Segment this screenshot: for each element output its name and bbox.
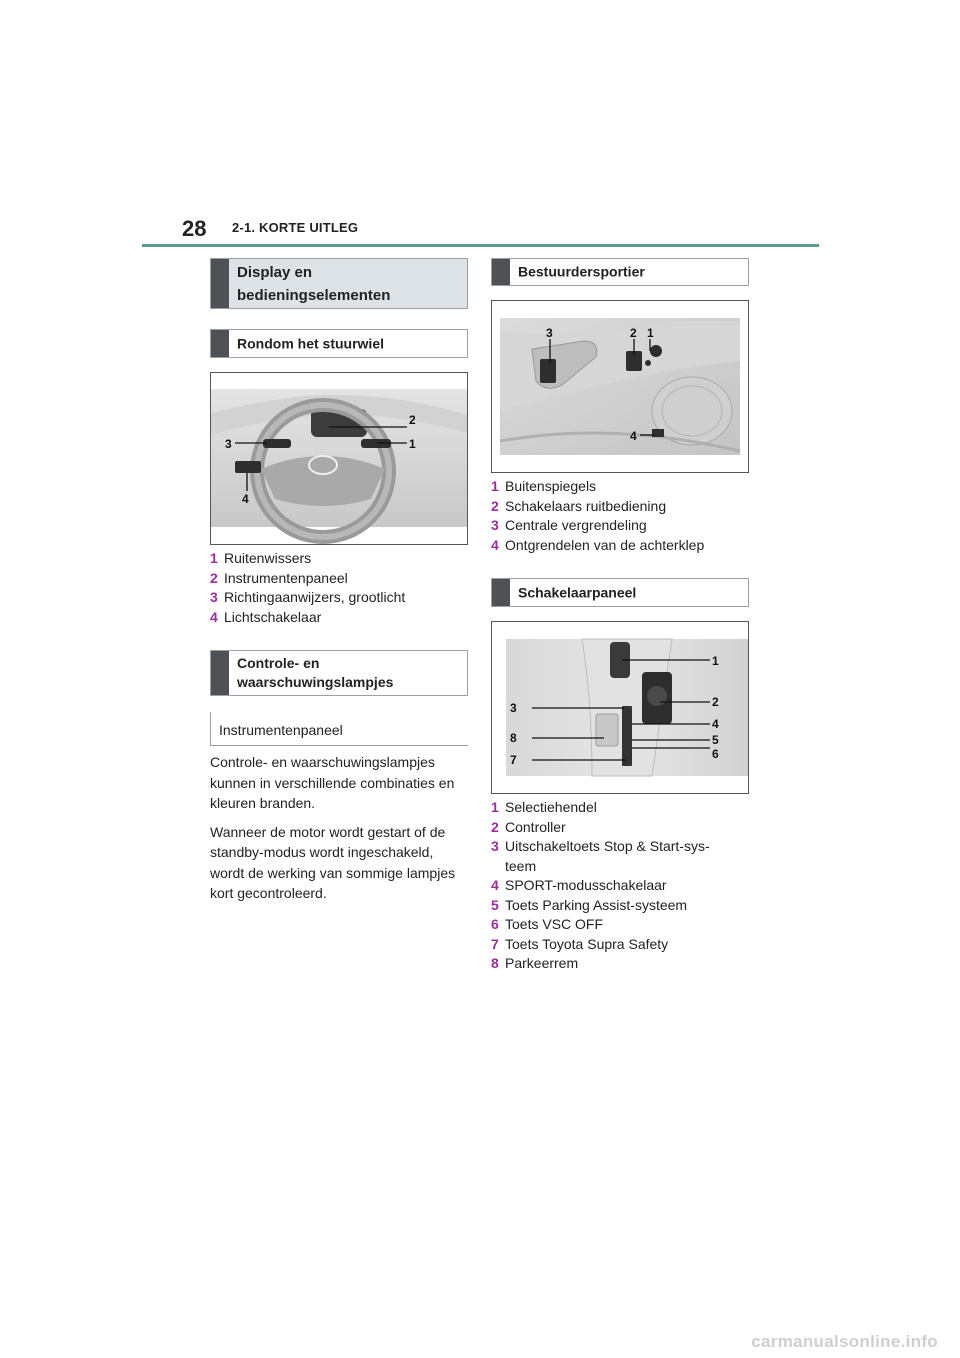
callout-3: 3: [510, 701, 517, 715]
button-strip-shape: [622, 706, 632, 766]
switch-panel-legend: [491, 798, 749, 974]
section-heading: [210, 258, 468, 309]
steering-hub: [261, 456, 385, 506]
callout-5: 5: [712, 733, 719, 747]
callout-4: 4: [242, 492, 249, 506]
list-item: 3 Centrale vergrendeling: [491, 517, 647, 533]
list-item: 1 Selectiehendel: [491, 799, 597, 815]
mirror-selector-shape: [645, 360, 651, 366]
warning-subtitle: Instrumentenpaneel: [219, 722, 343, 738]
steering-wheel-figure: [210, 372, 468, 545]
list-item: 7 Toets Toyota Supra Safety: [491, 935, 669, 952]
list-item: 3 Richtingaanwijzers, grootlicht: [210, 589, 406, 605]
callout-6: 6: [712, 747, 719, 761]
page-number: 28: [182, 216, 207, 241]
callout-2: 2: [409, 413, 416, 427]
parking-brake-shape: [596, 714, 618, 746]
chapter-title: 2-1. KORTE UITLEG: [232, 220, 359, 235]
door-legend: [491, 477, 749, 555]
list-item: 2 Instrumentenpaneel: [210, 569, 348, 586]
switch-panel-figure: [491, 621, 749, 794]
mirror-control-shape: [650, 345, 662, 357]
list-item: 6 Toets VSC OFF: [491, 916, 604, 932]
list-item: 4 Ontgrendelen van de achterklep: [491, 536, 705, 553]
footer-watermark-bar: [0, 1326, 960, 1358]
callout-2: 2: [630, 326, 637, 340]
heading-bar: [492, 579, 510, 606]
warning-body: [210, 752, 468, 912]
list-item: 8 Parkeerrem: [491, 955, 579, 971]
heading-bar: [211, 651, 229, 695]
header-rule: [142, 244, 819, 247]
heading-bar: [211, 330, 229, 357]
steering-heading: [210, 329, 468, 358]
list-item: 4 Lichtschakelaar: [210, 608, 322, 625]
paragraph: Wanneer de motor wordt gestart of de standby-modus wordt ingeschakeld, wordt de werking van sommige lampjes kort gecontroleerd.: [210, 823, 456, 901]
section-title: Display en bedieningselementen: [237, 263, 391, 304]
callout-4: 4: [630, 429, 637, 443]
steering-title: Rondom het stuurwiel: [237, 335, 384, 351]
callout-2: 2: [712, 695, 719, 709]
callout-7: 7: [510, 753, 517, 767]
callout-3: 3: [546, 326, 553, 340]
warning-subheading: [210, 712, 468, 746]
list-item: 3 Uitschakeltoets Stop & Start-sys-teem: [491, 838, 710, 874]
paragraph: Controle- en waarschuwingslampjes kunnen in verschillende combinaties en kleuren branden.: [210, 754, 455, 811]
turn-signal-stalk-shape: [263, 439, 291, 448]
steering-legend: [210, 549, 468, 627]
list-item: 4 SPORT-modusschakelaar: [491, 877, 667, 893]
lock-switch-shape: [540, 359, 556, 383]
warning-title: Controle- en waarschuwingslampjes: [237, 655, 394, 690]
heading-bar: [211, 259, 229, 308]
switch-panel-title: Schakelaarpaneel: [518, 584, 637, 600]
light-switch-shape: [235, 461, 261, 473]
heading-bar: [492, 259, 510, 285]
callout-1: 1: [712, 654, 719, 668]
list-item: 1 Buitenspiegels: [491, 478, 597, 494]
watermark-text: carmanualsonline.info: [751, 1332, 938, 1351]
driver-door-figure: [491, 300, 749, 473]
switch-panel-illustration: [492, 622, 748, 793]
callout-4: 4: [712, 717, 719, 731]
switch-panel-heading: [491, 578, 749, 607]
list-item: 2 Schakelaars ruitbediening: [491, 497, 667, 514]
list-item: 5 Toets Parking Assist-systeem: [491, 896, 688, 913]
door-title: Bestuurdersportier: [518, 263, 645, 280]
warning-heading: [210, 650, 468, 696]
steering-wheel-illustration: [211, 373, 467, 544]
door-heading: [491, 258, 749, 286]
controller-knob-shape: [647, 686, 667, 706]
callout-3: 3: [225, 437, 232, 451]
list-item: 2 Controller: [491, 818, 566, 835]
callout-8: 8: [510, 731, 517, 745]
callout-1: 1: [409, 437, 416, 451]
tailgate-switch-shape: [652, 429, 664, 437]
list-item: 1 Ruitenwissers: [210, 550, 312, 566]
callout-1: 1: [647, 326, 654, 340]
driver-door-illustration: [492, 301, 748, 472]
